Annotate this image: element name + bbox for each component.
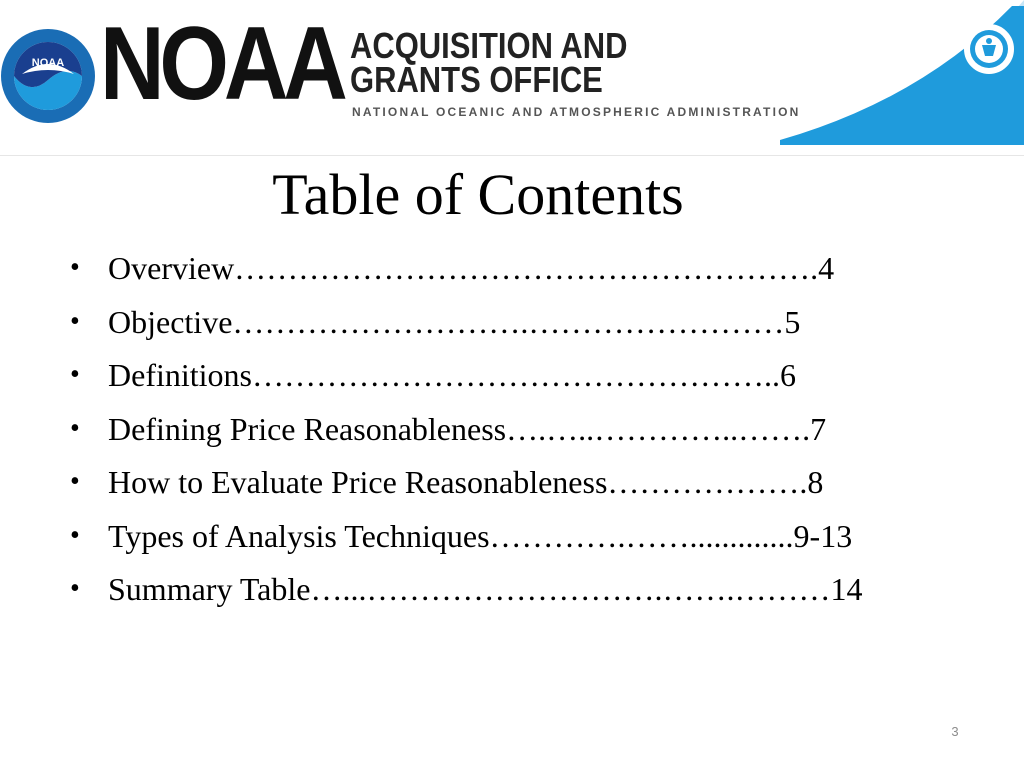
toc-entry-text: How to Evaluate Price Reasonableness……………….8 [108,464,824,500]
svg-text:NOAA: NOAA [31,57,65,69]
department-of-commerce-seal-icon [962,18,1016,80]
bullet: • [70,573,80,604]
bullet: • [70,412,80,444]
header-divider [0,155,1024,156]
header [0,0,1024,156]
agency-subtitle: NATIONAL OCEANIC AND ATMOSPHERIC ADMINISTRATION [352,105,801,119]
slide-title: Table of Contents [272,162,684,227]
page-number: 3 [951,724,959,739]
bullet: • [70,252,80,283]
toc-entry-text: Types of Analysis Techniques………….…….............9-13 [108,517,853,554]
bullet: • [70,466,80,497]
bullet: • [70,519,80,551]
toc-entry-text: Objective……………………….……………………5 [108,303,801,340]
noaa-seal-icon [0,14,98,138]
toc-entry-text: Definitions…………………………………………..6 [108,357,796,393]
agency-name-line1: ACQUISITION AND [350,25,628,66]
noaa-wordmark: NOAA [100,6,343,122]
toc-entry-text: Overview……………………………………………….4 [108,250,835,286]
bullet: • [70,305,80,337]
bullet: • [70,359,80,390]
agency-name-line2: GRANTS OFFICE [350,59,603,100]
toc-entry-text: Defining Price Reasonableness….…..…………..…….7 [108,410,827,447]
toc-entry-text: Summary Table…...……………………….…….………14 [108,571,863,607]
